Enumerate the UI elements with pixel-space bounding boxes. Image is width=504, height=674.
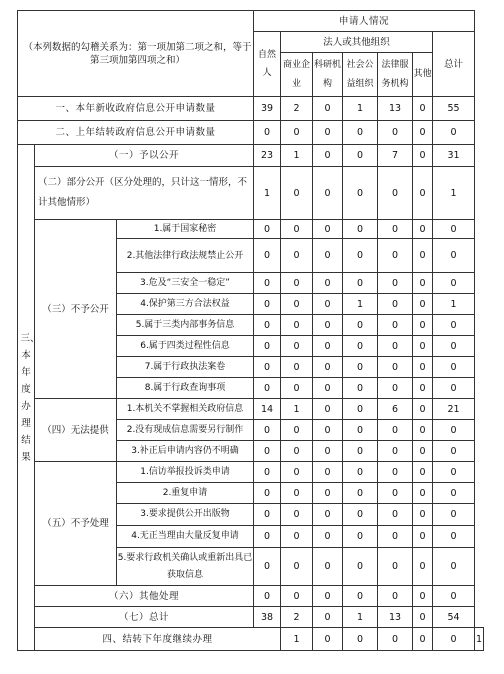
cell-value: 0 xyxy=(433,586,475,607)
cell-value: 0 xyxy=(433,220,475,239)
cell-value: 1 xyxy=(254,167,281,220)
row-label: 1.信访举报投诉类申请 xyxy=(117,462,254,483)
cell-value: 0 xyxy=(378,220,413,239)
cell-value: 0 xyxy=(413,420,433,441)
cell-value: 0 xyxy=(313,273,343,294)
cell-value: 0 xyxy=(413,548,433,586)
cell-value: 6 xyxy=(378,399,413,420)
row-label: 3.危及“三安全一稳定” xyxy=(117,273,254,294)
cell-value: 0 xyxy=(254,239,281,273)
table-row xyxy=(18,145,484,167)
category-label: （三）不予公开 xyxy=(35,220,117,399)
cell-value: 1 xyxy=(433,294,475,315)
cell-value: 0 xyxy=(254,357,281,378)
cell-value: 0 xyxy=(313,441,343,462)
row-label: （七）总计 xyxy=(35,607,254,628)
category-label: （四）无法提供 xyxy=(35,399,117,462)
cell-value: 0 xyxy=(378,239,413,273)
cell-value: 0 xyxy=(254,526,281,548)
cell-value: 0 xyxy=(281,504,313,526)
cell-value: 0 xyxy=(313,336,343,357)
cell-value: 0 xyxy=(343,336,378,357)
category-label: （五）不予处理 xyxy=(35,462,117,586)
section-3-label: 三、本年度办理结果 xyxy=(18,145,35,651)
cell-value: 1 xyxy=(343,294,378,315)
row-label: 2.没有现成信息需要另行制作 xyxy=(117,420,254,441)
cell-value: 0 xyxy=(343,220,378,239)
cell-value: 0 xyxy=(378,628,413,651)
cell-value: 0 xyxy=(313,420,343,441)
cell-value: 13 xyxy=(378,607,413,628)
cell-value: 55 xyxy=(433,97,475,121)
other-header: 其他 xyxy=(413,53,433,97)
row-label: 4.无正当理由大量反复申请 xyxy=(117,526,254,548)
cell-value: 1 xyxy=(281,628,313,651)
cell-value: 0 xyxy=(413,167,433,220)
cell-value: 0 xyxy=(254,441,281,462)
cell-value: 0 xyxy=(343,167,378,220)
cell-value: 0 xyxy=(378,526,413,548)
row-label: 1.本机关不掌握相关政府信息 xyxy=(117,399,254,420)
social-welfare-header: 社会公益组织 xyxy=(343,53,378,97)
cell-value: 0 xyxy=(413,145,433,167)
cell-value: 0 xyxy=(378,273,413,294)
cell-value: 0 xyxy=(378,548,413,586)
row-label: （二）部分公开（区分处理的，只计这一情形，不计其他情形） xyxy=(35,167,254,220)
cell-value: 0 xyxy=(433,273,475,294)
cell-value: 38 xyxy=(254,607,281,628)
table-row xyxy=(18,97,484,121)
cell-value: 0 xyxy=(413,441,433,462)
cell-value: 0 xyxy=(378,504,413,526)
cell-value: 0 xyxy=(313,607,343,628)
cell-value: 0 xyxy=(378,483,413,504)
cell-value: 0 xyxy=(254,420,281,441)
cell-value: 0 xyxy=(313,121,343,145)
legal-service-header: 法律服务机构 xyxy=(378,53,413,97)
cell-value: 0 xyxy=(343,628,378,651)
cell-value: 0 xyxy=(343,462,378,483)
relationship-note: （本列数据的勾稽关系为：第一项加第二项之和，等于第三项加第四项之和） xyxy=(18,11,254,97)
cell-value: 0 xyxy=(254,273,281,294)
cell-value: 0 xyxy=(413,628,433,651)
cell-value: 0 xyxy=(254,378,281,399)
cell-value: 0 xyxy=(313,526,343,548)
cell-value: 0 xyxy=(343,378,378,399)
cell-value: 0 xyxy=(254,336,281,357)
cell-value: 0 xyxy=(313,315,343,336)
cell-value: 0 xyxy=(254,121,281,145)
cell-value: 0 xyxy=(413,462,433,483)
cell-value: 0 xyxy=(254,586,281,607)
research-header: 科研机构 xyxy=(313,53,343,97)
cell-value: 0 xyxy=(313,628,343,651)
cell-value: 0 xyxy=(343,399,378,420)
cell-value: 0 xyxy=(313,357,343,378)
cell-value: 0 xyxy=(281,239,313,273)
cell-value: 1 xyxy=(343,97,378,121)
cell-value: 0 xyxy=(343,273,378,294)
row-label: 1.属于国家秘密 xyxy=(117,220,254,239)
cell-value: 14 xyxy=(254,399,281,420)
cell-value: 1 xyxy=(281,399,313,420)
cell-value: 0 xyxy=(413,121,433,145)
cell-value: 0 xyxy=(281,548,313,586)
cell-value: 0 xyxy=(413,97,433,121)
cell-value: 0 xyxy=(313,294,343,315)
legal-and-other-header: 法人或其他组织 xyxy=(281,32,433,53)
cell-value: 0 xyxy=(433,315,475,336)
cell-value: 0 xyxy=(413,220,433,239)
cell-value: 2 xyxy=(281,97,313,121)
cell-value: 13 xyxy=(378,97,413,121)
natural-person-header: 自然人 xyxy=(254,32,281,97)
cell-value: 0 xyxy=(313,167,343,220)
cell-value: 0 xyxy=(433,378,475,399)
cell-value: 0 xyxy=(313,145,343,167)
cell-value: 1 xyxy=(343,607,378,628)
cell-value: 1 xyxy=(475,628,484,651)
cell-value: 0 xyxy=(378,420,413,441)
row-label: 2.其他法律行政法规禁止公开 xyxy=(117,239,254,273)
cell-value: 0 xyxy=(254,504,281,526)
cell-value: 0 xyxy=(433,504,475,526)
cell-value: 0 xyxy=(343,526,378,548)
cell-value: 0 xyxy=(313,220,343,239)
cell-value: 0 xyxy=(378,462,413,483)
cell-value: 0 xyxy=(378,315,413,336)
cell-value: 0 xyxy=(313,399,343,420)
cell-value: 7 xyxy=(378,145,413,167)
cell-value: 2 xyxy=(281,607,313,628)
cell-value: 0 xyxy=(281,294,313,315)
row-label: 8.属于行政查询事项 xyxy=(117,378,254,399)
cell-value: 0 xyxy=(281,220,313,239)
cell-value: 0 xyxy=(254,548,281,586)
cell-value: 0 xyxy=(313,586,343,607)
cell-value: 1 xyxy=(281,145,313,167)
row-label: 一、本年新收政府信息公开申请数量 xyxy=(18,97,254,121)
cell-value: 0 xyxy=(433,336,475,357)
cell-value: 39 xyxy=(254,97,281,121)
cell-value: 0 xyxy=(343,145,378,167)
cell-value: 0 xyxy=(433,239,475,273)
cell-value: 0 xyxy=(433,628,475,651)
cell-value: 0 xyxy=(281,420,313,441)
cell-value: 0 xyxy=(254,220,281,239)
cell-value: 0 xyxy=(433,548,475,586)
row-label: 4.保护第三方合法权益 xyxy=(117,294,254,315)
cell-value: 0 xyxy=(413,294,433,315)
cell-value: 54 xyxy=(433,607,475,628)
row-label: 5.属于三类内部事务信息 xyxy=(117,315,254,336)
row-label: 7.属于行政执法案卷 xyxy=(117,357,254,378)
row-label: 2.重复申请 xyxy=(117,483,254,504)
commercial-header: 商业企业 xyxy=(281,53,313,97)
cell-value: 0 xyxy=(378,586,413,607)
cell-value: 0 xyxy=(254,294,281,315)
cell-value: 0 xyxy=(378,294,413,315)
cell-value: 0 xyxy=(343,121,378,145)
cell-value: 0 xyxy=(343,420,378,441)
cell-value: 0 xyxy=(281,357,313,378)
cell-value: 0 xyxy=(343,504,378,526)
cell-value: 0 xyxy=(433,462,475,483)
cell-value: 0 xyxy=(433,121,475,145)
cell-value: 0 xyxy=(313,97,343,121)
cell-value: 0 xyxy=(281,483,313,504)
cell-value: 0 xyxy=(433,420,475,441)
cell-value: 0 xyxy=(281,315,313,336)
cell-value: 0 xyxy=(378,167,413,220)
gov-info-disclosure-table xyxy=(17,10,484,651)
cell-value: 0 xyxy=(433,483,475,504)
cell-value: 0 xyxy=(343,586,378,607)
cell-value: 21 xyxy=(433,399,475,420)
cell-value: 0 xyxy=(413,607,433,628)
cell-value: 0 xyxy=(433,357,475,378)
cell-value: 0 xyxy=(313,239,343,273)
cell-value: 0 xyxy=(413,526,433,548)
cell-value: 0 xyxy=(343,483,378,504)
cell-value: 0 xyxy=(343,239,378,273)
cell-value: 0 xyxy=(413,357,433,378)
cell-value: 0 xyxy=(413,239,433,273)
table-row xyxy=(18,167,484,220)
cell-value: 0 xyxy=(254,462,281,483)
row-label: 二、上年结转政府信息公开申请数量 xyxy=(18,121,254,145)
cell-value: 0 xyxy=(281,167,313,220)
row-label: 3.要求提供公开出版物 xyxy=(117,504,254,526)
cell-value: 0 xyxy=(378,441,413,462)
cell-value: 0 xyxy=(313,504,343,526)
table-row xyxy=(18,121,484,145)
cell-value: 0 xyxy=(313,462,343,483)
cell-value: 0 xyxy=(281,462,313,483)
row-label: 四、结转下年度继续办理 xyxy=(35,628,281,651)
cell-value: 0 xyxy=(378,336,413,357)
table-row xyxy=(18,462,484,483)
cell-value: 0 xyxy=(281,526,313,548)
applicant-situation-header: 申请人情况 xyxy=(254,11,475,32)
cell-value: 0 xyxy=(433,441,475,462)
cell-value: 0 xyxy=(413,399,433,420)
cell-value: 0 xyxy=(343,548,378,586)
row-label: 5.要求行政机关确认或重新出具已获取信息 xyxy=(117,548,254,586)
cell-value: 0 xyxy=(343,357,378,378)
cell-value: 0 xyxy=(433,526,475,548)
cell-value: 0 xyxy=(281,378,313,399)
cell-value: 0 xyxy=(281,336,313,357)
cell-value: 0 xyxy=(378,121,413,145)
cell-value: 0 xyxy=(413,378,433,399)
table-row xyxy=(18,628,484,651)
cell-value: 0 xyxy=(343,441,378,462)
cell-value: 23 xyxy=(254,145,281,167)
cell-value: 0 xyxy=(313,548,343,586)
cell-value: 0 xyxy=(281,441,313,462)
cell-value: 1 xyxy=(433,167,475,220)
cell-value: 0 xyxy=(281,273,313,294)
cell-value: 0 xyxy=(254,315,281,336)
table-row xyxy=(18,586,484,607)
cell-value: 0 xyxy=(413,483,433,504)
cell-value: 0 xyxy=(254,483,281,504)
cell-value: 0 xyxy=(281,586,313,607)
cell-value: 0 xyxy=(343,315,378,336)
cell-value: 0 xyxy=(313,378,343,399)
row-label: 3.补正后申请内容仍不明确 xyxy=(117,441,254,462)
cell-value: 0 xyxy=(413,504,433,526)
cell-value: 0 xyxy=(413,273,433,294)
row-label: 6.属于四类过程性信息 xyxy=(117,336,254,357)
cell-value: 0 xyxy=(413,315,433,336)
table-row xyxy=(18,399,484,420)
total-header: 总计 xyxy=(433,32,475,97)
cell-value: 0 xyxy=(413,586,433,607)
table-row xyxy=(18,607,484,628)
cell-value: 0 xyxy=(281,121,313,145)
cell-value: 0 xyxy=(378,357,413,378)
cell-value: 31 xyxy=(433,145,475,167)
cell-value: 0 xyxy=(313,483,343,504)
table-row xyxy=(18,220,484,239)
cell-value: 0 xyxy=(378,378,413,399)
row-label: （一）予以公开 xyxy=(35,145,254,167)
cell-value: 0 xyxy=(413,336,433,357)
row-label: （六）其他处理 xyxy=(35,586,254,607)
